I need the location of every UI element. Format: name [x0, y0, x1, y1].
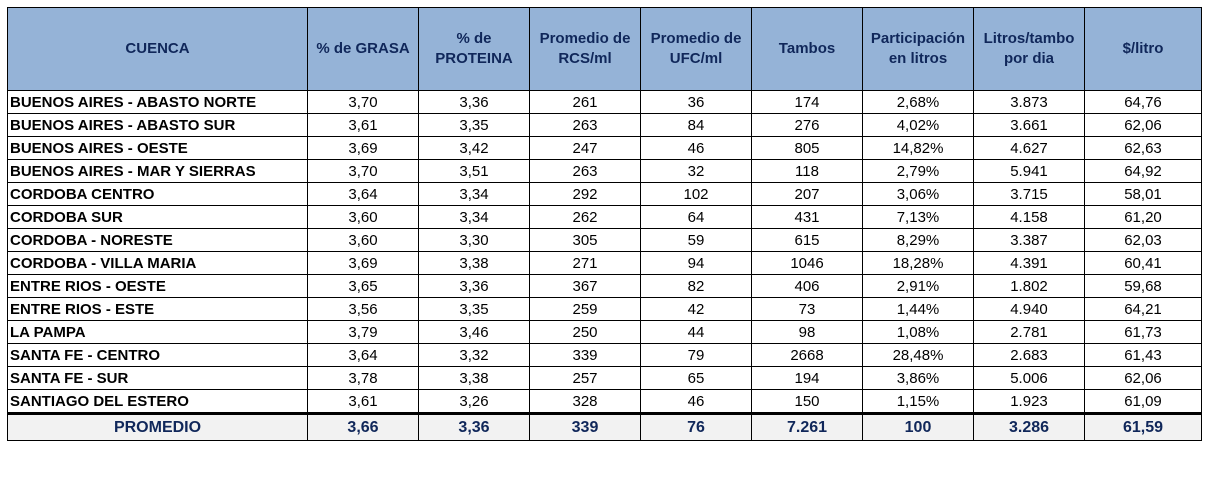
cell-proteina: 3,36: [419, 275, 530, 298]
cell-tambos: 194: [752, 367, 863, 390]
cell-tambos: 150: [752, 390, 863, 414]
cell-grasa: 3,69: [308, 137, 419, 160]
cell-rcs: 259: [530, 298, 641, 321]
cell-cuenca: CORDOBA CENTRO: [8, 183, 308, 206]
footer-tambos: 7.261: [752, 414, 863, 441]
table-row: [8, 229, 1202, 252]
cell-cuenca: SANTA FE - CENTRO: [8, 344, 308, 367]
table-row: [8, 275, 1202, 298]
cell-participacion: 1,08%: [863, 321, 974, 344]
cell-tambos: 615: [752, 229, 863, 252]
cell-participacion: 1,15%: [863, 390, 974, 414]
cell-precio-litro: 60,41: [1085, 252, 1202, 275]
cell-participacion: 4,02%: [863, 114, 974, 137]
cell-proteina: 3,34: [419, 206, 530, 229]
cell-cuenca: SANTA FE - SUR: [8, 367, 308, 390]
cell-ufc: 46: [641, 390, 752, 414]
table-row: [8, 183, 1202, 206]
cell-participacion: 3,86%: [863, 367, 974, 390]
cell-litros-tambo: 3.715: [974, 183, 1085, 206]
cell-proteina: 3,36: [419, 91, 530, 114]
cell-grasa: 3,70: [308, 91, 419, 114]
cell-rcs: 328: [530, 390, 641, 414]
header-grasa: % de GRASA: [308, 8, 419, 91]
table-row: [8, 390, 1202, 414]
cell-tambos: 805: [752, 137, 863, 160]
cell-participacion: 7,13%: [863, 206, 974, 229]
cell-cuenca: BUENOS AIRES - ABASTO SUR: [8, 114, 308, 137]
cell-ufc: 65: [641, 367, 752, 390]
table-row: [8, 91, 1202, 114]
cell-proteina: 3,38: [419, 252, 530, 275]
cell-litros-tambo: 2.683: [974, 344, 1085, 367]
footer-participacion: 100: [863, 414, 974, 441]
cell-ufc: 84: [641, 114, 752, 137]
cell-rcs: 262: [530, 206, 641, 229]
cell-litros-tambo: 3.873: [974, 91, 1085, 114]
cell-ufc: 46: [641, 137, 752, 160]
cell-proteina: 3,35: [419, 114, 530, 137]
cell-tambos: 207: [752, 183, 863, 206]
cell-litros-tambo: 1.802: [974, 275, 1085, 298]
header-rcs: Promedio de RCS/ml: [530, 8, 641, 91]
cell-cuenca: CORDOBA - NORESTE: [8, 229, 308, 252]
cell-participacion: 2,68%: [863, 91, 974, 114]
cell-proteina: 3,26: [419, 390, 530, 414]
cell-litros-tambo: 5.006: [974, 367, 1085, 390]
cell-rcs: 367: [530, 275, 641, 298]
cell-tambos: 406: [752, 275, 863, 298]
footer-label: PROMEDIO: [8, 414, 308, 441]
cell-cuenca: ENTRE RIOS - ESTE: [8, 298, 308, 321]
cell-precio-litro: 62,06: [1085, 367, 1202, 390]
cell-proteina: 3,34: [419, 183, 530, 206]
footer-litros-tambo: 3.286: [974, 414, 1085, 441]
cell-cuenca: CORDOBA - VILLA MARIA: [8, 252, 308, 275]
cell-precio-litro: 64,92: [1085, 160, 1202, 183]
cell-grasa: 3,60: [308, 206, 419, 229]
cell-proteina: 3,38: [419, 367, 530, 390]
cell-cuenca: ENTRE RIOS - OESTE: [8, 275, 308, 298]
table-container: [7, 7, 1202, 441]
table-row: [8, 367, 1202, 390]
cell-tambos: 98: [752, 321, 863, 344]
cell-tambos: 1046: [752, 252, 863, 275]
cell-tambos: 2668: [752, 344, 863, 367]
cell-ufc: 79: [641, 344, 752, 367]
cell-grasa: 3,64: [308, 183, 419, 206]
cell-precio-litro: 62,63: [1085, 137, 1202, 160]
cell-ufc: 44: [641, 321, 752, 344]
table-row: [8, 137, 1202, 160]
footer-precio-litro: 61,59: [1085, 414, 1202, 441]
cell-grasa: 3,61: [308, 114, 419, 137]
average-row: [8, 414, 1202, 441]
cell-ufc: 94: [641, 252, 752, 275]
cell-grasa: 3,65: [308, 275, 419, 298]
cell-precio-litro: 61,73: [1085, 321, 1202, 344]
cell-rcs: 305: [530, 229, 641, 252]
cell-ufc: 102: [641, 183, 752, 206]
cell-rcs: 263: [530, 114, 641, 137]
cell-rcs: 339: [530, 344, 641, 367]
table-header: [8, 8, 1202, 91]
cell-precio-litro: 58,01: [1085, 183, 1202, 206]
cell-rcs: 271: [530, 252, 641, 275]
cell-cuenca: CORDOBA SUR: [8, 206, 308, 229]
cell-ufc: 64: [641, 206, 752, 229]
cell-litros-tambo: 5.941: [974, 160, 1085, 183]
cell-litros-tambo: 3.661: [974, 114, 1085, 137]
cell-grasa: 3,64: [308, 344, 419, 367]
cell-proteina: 3,35: [419, 298, 530, 321]
cell-precio-litro: 61,43: [1085, 344, 1202, 367]
cell-proteina: 3,32: [419, 344, 530, 367]
cell-rcs: 250: [530, 321, 641, 344]
cell-litros-tambo: 4.391: [974, 252, 1085, 275]
cell-tambos: 276: [752, 114, 863, 137]
cell-participacion: 8,29%: [863, 229, 974, 252]
table-row: [8, 344, 1202, 367]
cell-proteina: 3,46: [419, 321, 530, 344]
cell-ufc: 59: [641, 229, 752, 252]
header-precio-litro: $/litro: [1085, 8, 1202, 91]
cell-cuenca: BUENOS AIRES - OESTE: [8, 137, 308, 160]
cell-litros-tambo: 4.627: [974, 137, 1085, 160]
table-row: [8, 206, 1202, 229]
cell-proteina: 3,30: [419, 229, 530, 252]
cell-proteina: 3,42: [419, 137, 530, 160]
cell-proteina: 3,51: [419, 160, 530, 183]
cell-rcs: 292: [530, 183, 641, 206]
cell-participacion: 14,82%: [863, 137, 974, 160]
footer-proteina: 3,36: [419, 414, 530, 441]
table-footer: [8, 414, 1202, 441]
cell-rcs: 263: [530, 160, 641, 183]
cell-grasa: 3,79: [308, 321, 419, 344]
cell-rcs: 247: [530, 137, 641, 160]
table-row: [8, 160, 1202, 183]
table-row: [8, 321, 1202, 344]
cell-grasa: 3,56: [308, 298, 419, 321]
cell-participacion: 2,79%: [863, 160, 974, 183]
cell-grasa: 3,69: [308, 252, 419, 275]
cell-litros-tambo: 3.387: [974, 229, 1085, 252]
table-row: [8, 252, 1202, 275]
cell-precio-litro: 61,09: [1085, 390, 1202, 414]
cell-litros-tambo: 4.158: [974, 206, 1085, 229]
cell-precio-litro: 64,76: [1085, 91, 1202, 114]
cell-precio-litro: 62,03: [1085, 229, 1202, 252]
cell-participacion: 18,28%: [863, 252, 974, 275]
cell-ufc: 82: [641, 275, 752, 298]
cell-participacion: 2,91%: [863, 275, 974, 298]
header-row: [8, 8, 1202, 91]
cell-precio-litro: 59,68: [1085, 275, 1202, 298]
cell-ufc: 36: [641, 91, 752, 114]
cell-litros-tambo: 4.940: [974, 298, 1085, 321]
cell-ufc: 32: [641, 160, 752, 183]
header-ufc: Promedio de UFC/ml: [641, 8, 752, 91]
cell-tambos: 431: [752, 206, 863, 229]
cell-participacion: 28,48%: [863, 344, 974, 367]
cell-tambos: 174: [752, 91, 863, 114]
footer-ufc: 76: [641, 414, 752, 441]
cell-rcs: 257: [530, 367, 641, 390]
cell-precio-litro: 64,21: [1085, 298, 1202, 321]
cell-tambos: 118: [752, 160, 863, 183]
cell-litros-tambo: 1.923: [974, 390, 1085, 414]
cell-cuenca: LA PAMPA: [8, 321, 308, 344]
milk-basin-table: [7, 7, 1202, 441]
cell-grasa: 3,70: [308, 160, 419, 183]
cell-cuenca: BUENOS AIRES - MAR Y SIERRAS: [8, 160, 308, 183]
cell-participacion: 3,06%: [863, 183, 974, 206]
cell-precio-litro: 61,20: [1085, 206, 1202, 229]
footer-rcs: 339: [530, 414, 641, 441]
cell-grasa: 3,61: [308, 390, 419, 414]
header-participacion: Participación en litros: [863, 8, 974, 91]
header-cuenca: CUENCA: [8, 8, 308, 91]
cell-tambos: 73: [752, 298, 863, 321]
table-row: [8, 114, 1202, 137]
header-proteina: % de PROTEINA: [419, 8, 530, 91]
header-litros-tambo: Litros/tambo por dia: [974, 8, 1085, 91]
cell-precio-litro: 62,06: [1085, 114, 1202, 137]
cell-participacion: 1,44%: [863, 298, 974, 321]
cell-grasa: 3,78: [308, 367, 419, 390]
cell-cuenca: SANTIAGO DEL ESTERO: [8, 390, 308, 414]
footer-grasa: 3,66: [308, 414, 419, 441]
cell-cuenca: BUENOS AIRES - ABASTO NORTE: [8, 91, 308, 114]
table-body: [8, 91, 1202, 414]
cell-litros-tambo: 2.781: [974, 321, 1085, 344]
cell-grasa: 3,60: [308, 229, 419, 252]
header-tambos: Tambos: [752, 8, 863, 91]
cell-rcs: 261: [530, 91, 641, 114]
table-row: [8, 298, 1202, 321]
cell-ufc: 42: [641, 298, 752, 321]
